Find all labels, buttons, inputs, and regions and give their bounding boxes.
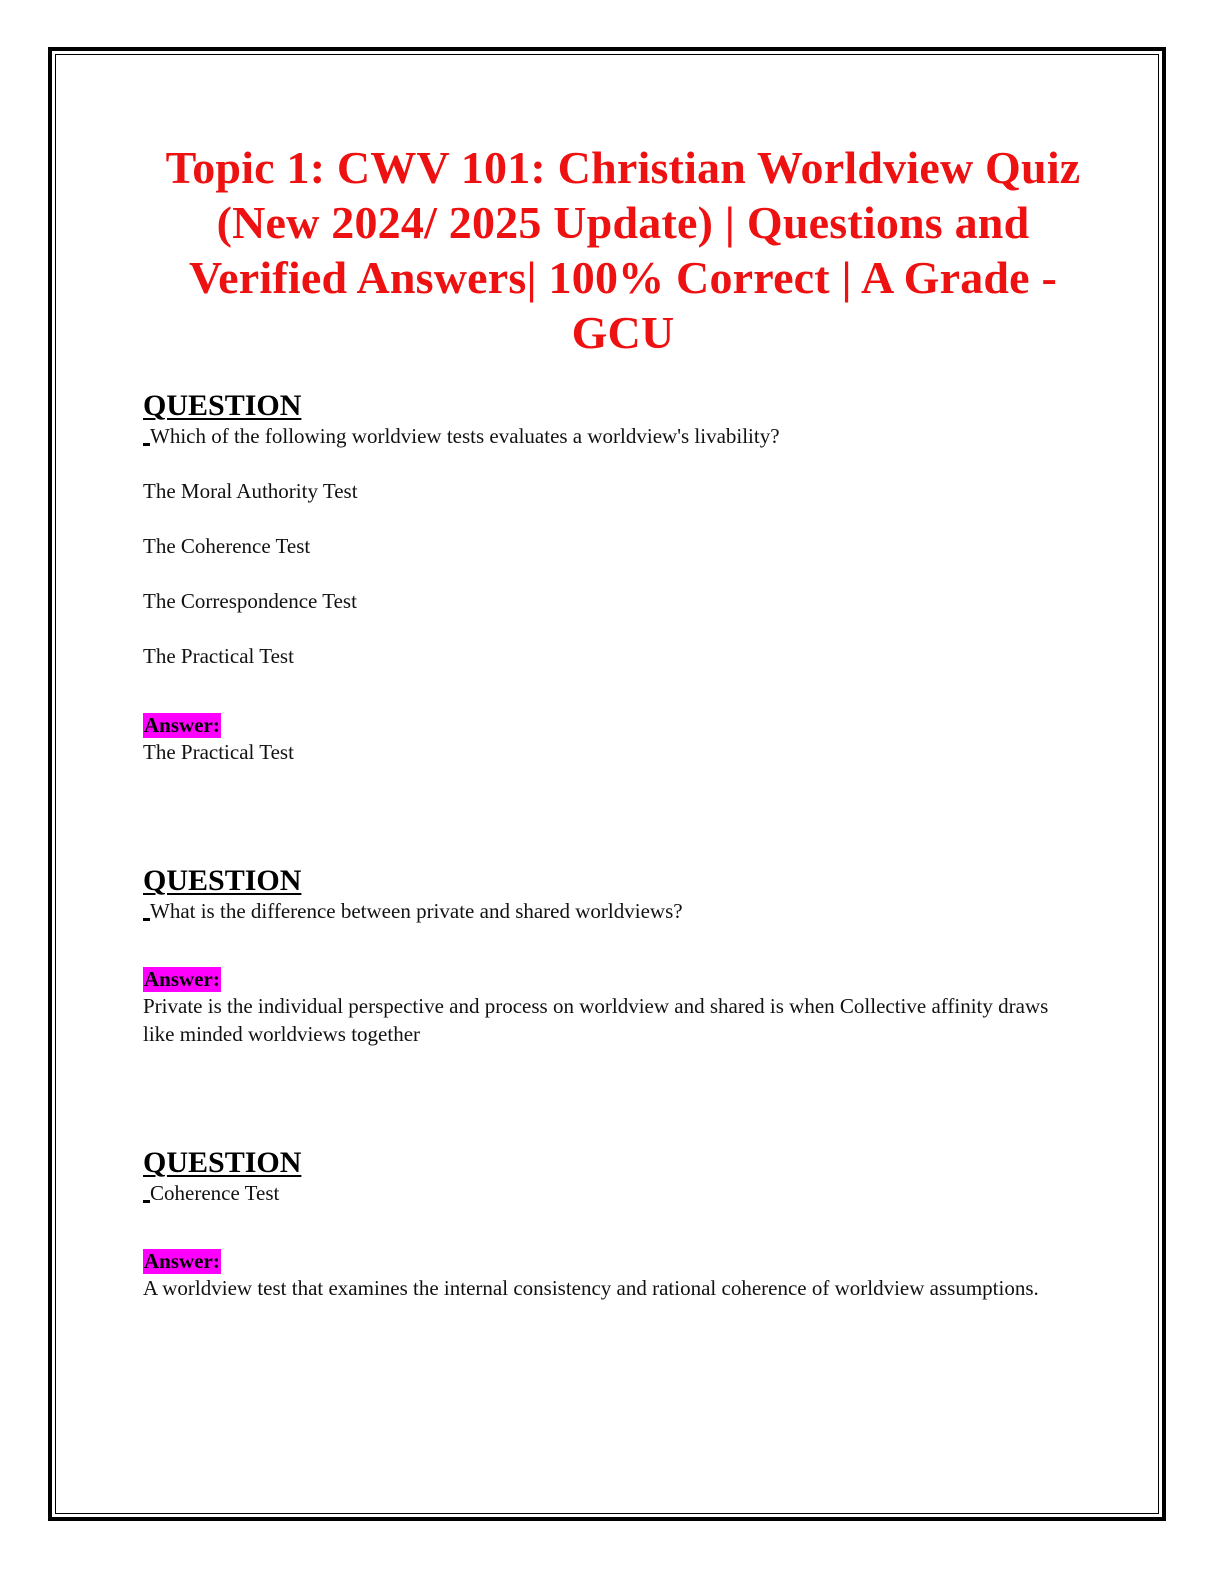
question-prompt-text: Which of the following worldview tests evaluates a worldview's livability?: [150, 424, 780, 448]
answer-option: The Moral Authority Test: [143, 479, 358, 503]
answer-label: Answer:: [144, 1249, 220, 1273]
question-block-2: [143, 865, 1083, 1048]
answer-text: Private is the individual perspective and process on worldview and shared is when Collective affinity draws like minded worldviews together: [143, 994, 1049, 1046]
question-heading: QUESTION: [143, 1146, 302, 1179]
question-prompt: [143, 897, 1083, 925]
question-heading: QUESTION: [143, 389, 302, 422]
bullet-dash: [143, 1200, 150, 1203]
answer-section: [143, 1249, 1083, 1274]
page-content: [143, 140, 1083, 1300]
answer-text: The Practical Test: [143, 740, 294, 764]
question-prompt: [143, 422, 1083, 450]
question-prompt: [143, 1179, 1083, 1207]
bullet-dash: [143, 443, 150, 446]
answer-label: Answer:: [144, 967, 220, 991]
answer-section: [143, 967, 1083, 992]
answer-text: A worldview test that examines the internal consistency and rational coherence of worldview assumptions.: [143, 1276, 1039, 1300]
question-block-1: [143, 390, 1083, 766]
bullet-dash: [143, 918, 150, 921]
answer-section: [143, 713, 1083, 738]
question-block-3: [143, 1147, 1083, 1302]
question-heading: QUESTION: [143, 864, 302, 897]
answer-option: The Correspondence Test: [143, 589, 357, 613]
answer-label: Answer:: [144, 713, 220, 737]
answer-option: The Coherence Test: [143, 534, 311, 558]
question-prompt-text: What is the difference between private and shared worldviews?: [150, 899, 683, 923]
document-title: Topic 1: CWV 101: Christian Worldview Quiz (New 2024/ 2025 Update) | Questions and Verified Answers| 100% Correct | A Grade -GCU: [165, 142, 1081, 358]
answer-option: The Practical Test: [143, 644, 294, 668]
question-prompt-text: Coherence Test: [150, 1181, 280, 1205]
